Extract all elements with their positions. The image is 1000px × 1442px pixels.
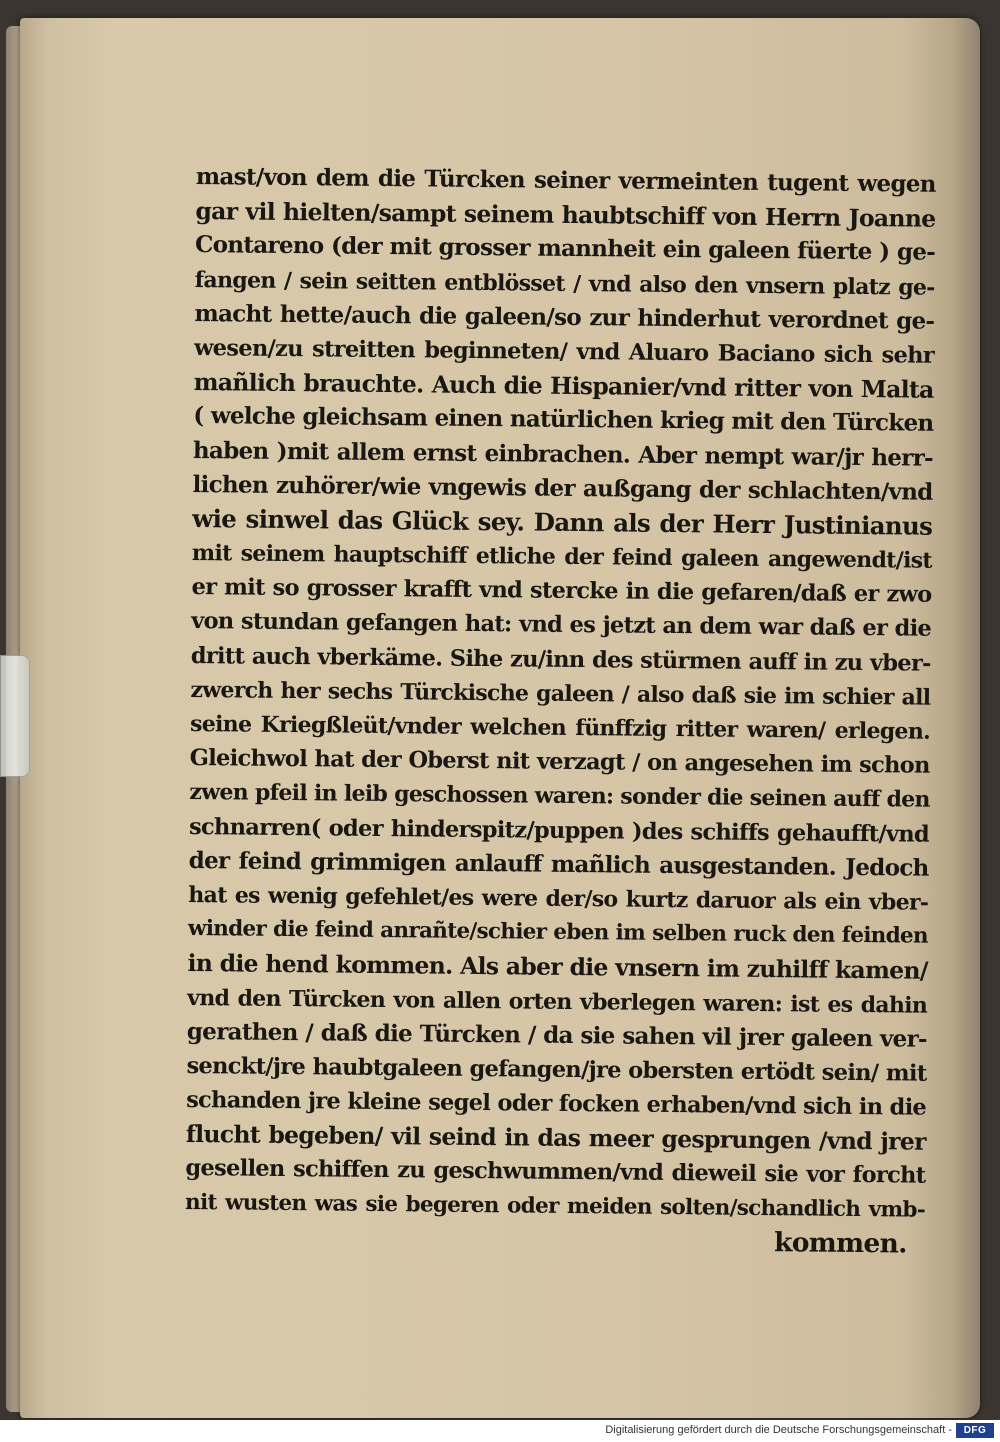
text-line: nit wusten was sie begeren oder meiden solten/schandlich vmb- (184, 1189, 926, 1223)
text-line: Contareno (der mit grosser mannheit ein galeen füerte ) ge- (194, 231, 936, 267)
text-line: zwerch her sechs Türckische galeen / also daß sie im schier all (190, 676, 931, 711)
text-line: fangen / sein seitten entblösset / vnd also den vnsern platz ge- (194, 266, 935, 301)
text-line: gesellen schiffen zu geschwummen/vnd dieweil sie vor forcht (185, 1155, 926, 1190)
text-line: mañlich brauchte. Auch die Hispanier/vnd ritter von Malta (193, 368, 934, 404)
text-line: macht hette/auch die galeen/so zur hinderhut verordnet ge- (194, 299, 935, 335)
text-line: wesen/zu streitten beginneten/ vnd Aluaro Baciano sich sehr (193, 334, 935, 369)
page-clip (0, 655, 30, 777)
funding-credit: Digitalisierung gefördert durch die Deutsche Forschungsgemeinschaft - (605, 1424, 952, 1436)
text-line: haben )mit allem ernst einbrachen. Aber nempt war/jr herr- (192, 436, 934, 472)
text-line: schnarren( oder hinderspitz/puppen )des schiffs gehaufft/vnd (188, 813, 930, 848)
text-line: flucht begeben/ vil seind in das meer gesprungen /vnd jrer (185, 1120, 926, 1156)
dfg-logo: DFG (956, 1423, 994, 1438)
text-line: von stundan gefangen hat: vnd es jetzt an dem war daß er die (191, 608, 932, 643)
text-line: er mit so grosser krafft vnd stercke in die gefaren/daß er zwo (191, 574, 932, 608)
text-line: gar vil hielten/sampt seinem haubtschiff von Herrn Joanne (195, 197, 936, 233)
page-text (185, 160, 936, 1262)
text-line: lichen zuhörer/wie vngewis der außgang der schlachten/vnd (192, 470, 933, 506)
text-line: gerathen / daß die Türcken / da sie sahen vil jrer galeen ver- (186, 1017, 927, 1053)
text-line: in die hend kommen. Als aber die vnsern im zuhilff kamen/ (187, 949, 928, 986)
text-line: zwen pfeil in leib geschossen waren: sonder die seinen auff den (189, 779, 930, 814)
text-line: schanden jre kleine segel oder focken erhaben/vnd sich in die (186, 1087, 927, 1121)
text-line: ( welche gleichsam einen natürlichen krieg mit den Türcken (193, 402, 934, 438)
catchword-line: kommen. (773, 1226, 907, 1260)
text-line: mast/von dem die Türcken seiner vermeinten tugent wegen (195, 162, 936, 198)
text-line: der feind grimmigen anlauff mañlich ausgestanden. Jedoch (188, 846, 929, 882)
text-line: senckt/jre haubtgaleen gefangen/jre obersten ertödt sein/ mit (186, 1052, 927, 1087)
text-line: wie sinwel das Glück sey. Dann als der Herr Justinianus (192, 503, 933, 541)
text-line: seine Kriegßleüt/vnder welchen fünffzig ritter waren/ erlegen. (189, 710, 931, 745)
text-line: dritt auch vberkäme. Sihe zu/inn des stürmen auff in zu vber- (190, 642, 931, 677)
text-line: Gleichwol hat der Oberst nit verzagt / on angesehen im schon (189, 745, 930, 779)
text-line: vnd den Türcken von allen orten vberlegen waren: ist es dahin (187, 984, 928, 1019)
text-line: winder die feind anrañte/schier eben im selben ruck den feinden (187, 916, 929, 949)
text-line: hat es wenig gefehlet/es were der/so kurtz daruor als ein vber- (188, 881, 929, 916)
footer-bar (0, 1420, 1000, 1442)
text-line: mit seinem hauptschiff etliche der feind galeen angewendt/ist (191, 540, 932, 574)
